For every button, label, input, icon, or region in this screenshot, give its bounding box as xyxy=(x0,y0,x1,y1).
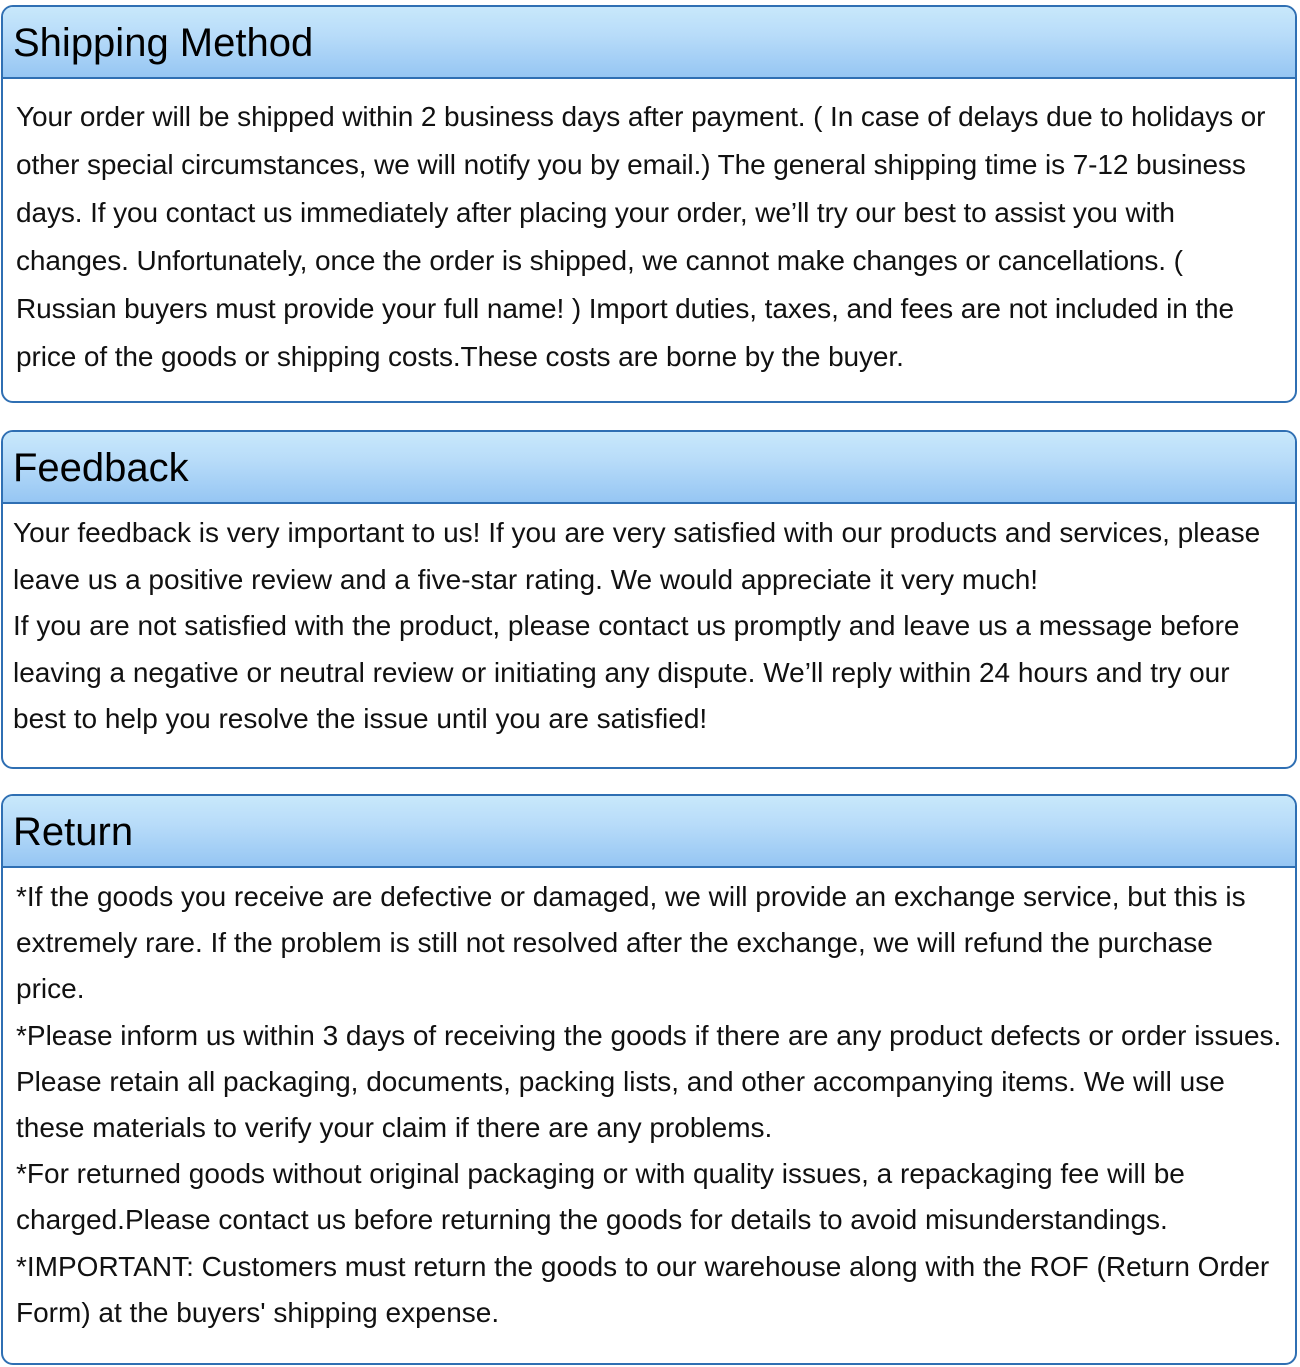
return-section xyxy=(1,794,1297,1365)
return-title: Return xyxy=(13,810,134,854)
return-paragraph: *IMPORTANT: Customers must return the goods to our warehouse along with the ROF (Return Order Form) at the buyers' shipping expense. xyxy=(16,1250,1270,1328)
feedback-paragraph: Your feedback is very important to us! If you are very satisfied with our products and services, please leave us a positive review and a five-star rating. We would appreciate it very much! xyxy=(13,517,1261,595)
feedback-paragraph: If you are not satisfied with the product, please contact us promptly and leave us a message before leaving a negative or neutral review or initiating any dispute. We’ll reply within 24 hours and try our best to help you resolve the issue until you are satisfied! xyxy=(13,610,1240,734)
return-body xyxy=(3,868,1295,1336)
feedback-header xyxy=(3,432,1295,504)
shipping-method-title: Shipping Method xyxy=(13,21,314,65)
return-paragraph: *If the goods you receive are defective or damaged, we will provide an exchange service, but this is extremely rare. If the problem is still not resolved after the exchange, we will refund the purchase price. xyxy=(16,881,1246,1005)
return-paragraph: *Please inform us within 3 days of receiving the goods if there are any product defects or order issues. Please retain all packaging, documents, packing lists, and other accompanying items. We will use these materials to verify your claim if there are any problems. xyxy=(16,1019,1282,1144)
shipping-method-paragraph: Your order will be shipped within 2 business days after payment. ( In case of delays due to holidays or other special circumstances, we will notify you by email.) The general shipping time is 7-12 business days. If you contact us immediately after placing your order, we’ll try our best to assist you with changes. Unfortunately, once the order is shipped, we cannot make changes or cancellations. ( Russian buyers must provide your full name! ) Import duties, taxes, and fees are not included in the price of the goods or shipping costs.These costs are borne by the buyer. xyxy=(16,101,1266,372)
return-paragraph: *For returned goods without original packaging or with quality issues, a repackaging fee will be charged.Please contact us before returning the goods for details to avoid misunderstandings. xyxy=(16,1158,1185,1236)
feedback-title: Feedback xyxy=(13,446,189,490)
shipping-method-section xyxy=(1,5,1297,403)
shipping-method-header xyxy=(3,7,1295,79)
return-header xyxy=(3,796,1295,868)
feedback-body xyxy=(3,504,1295,743)
shipping-method-body xyxy=(3,79,1295,381)
feedback-section xyxy=(1,430,1297,769)
